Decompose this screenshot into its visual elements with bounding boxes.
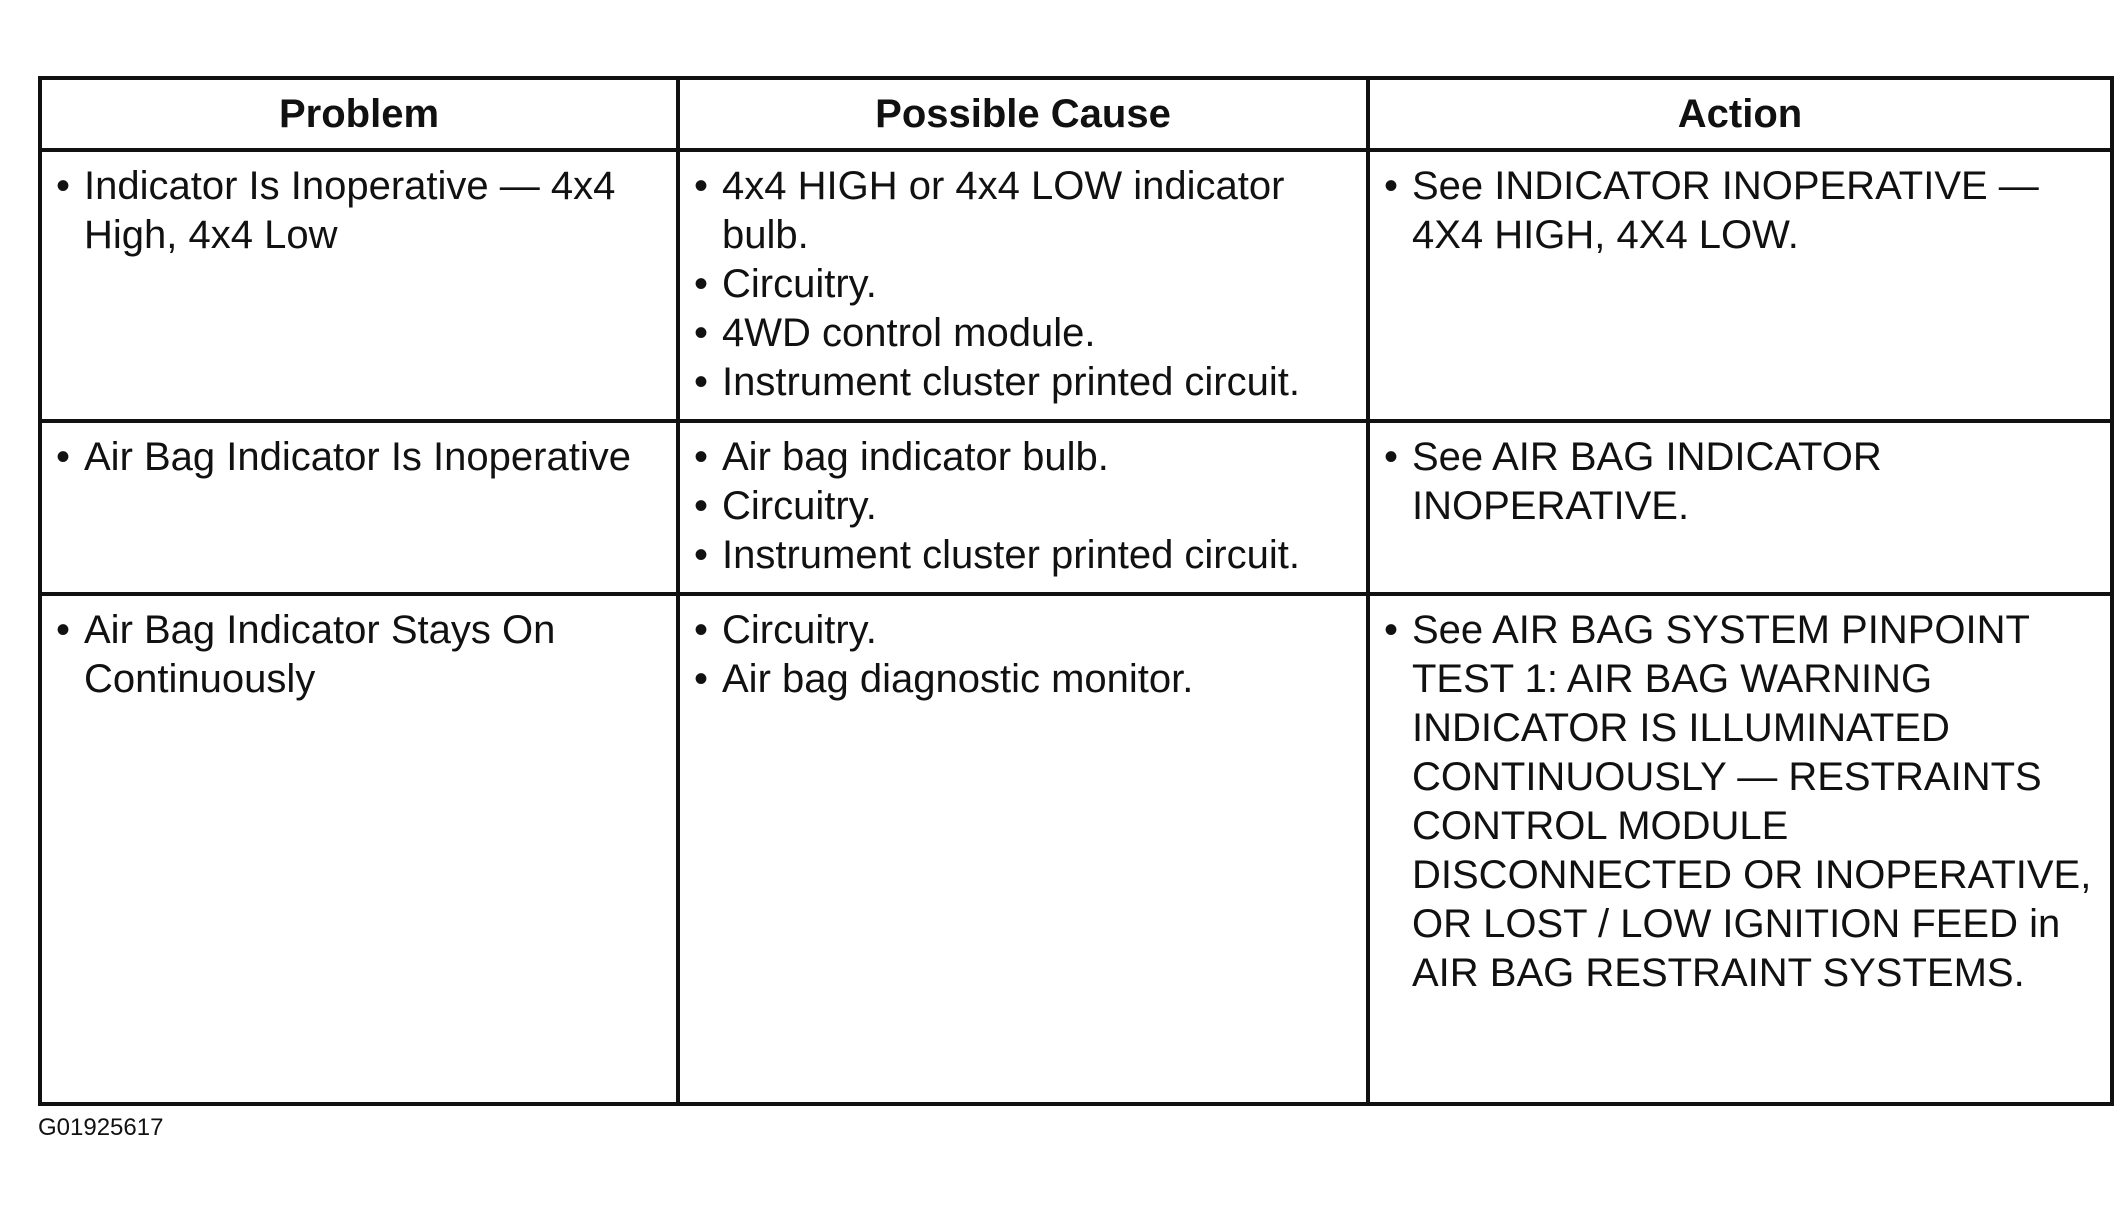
problem-item: • Air Bag Indicator Stays On Continuously [54,606,664,704]
cause-item: • Circuitry. [692,482,1354,531]
cause-item: • Air bag diagnostic monitor. [692,655,1354,704]
cause-item: • 4WD control module. [692,309,1354,358]
header-action: Action [1368,78,2112,150]
action-item: • See AIR BAG SYSTEM PINPOINT TEST 1: AIR BAG WARNING INDICATOR IS ILLUMINATED CONTINUOUSLY — RESTRAINTS CONTROL MODULE DISCONNECTED OR INOPERATIVE, OR LOST / LOW IGNITION FEED in AIR BAG RESTRAINT SYSTEMS. [1382,606,2098,998]
header-row [40,78,2112,150]
diagnosis-table [38,76,2114,1106]
cause-cell [678,594,1368,1104]
cause-item: • 4x4 HIGH or 4x4 LOW indicator bulb. [692,162,1354,260]
header-problem: Problem [40,78,678,150]
problem-item: • Air Bag Indicator Is Inoperative [54,433,664,482]
header-possible-cause: Possible Cause [678,78,1368,150]
cause-item: • Circuitry. [692,260,1354,309]
table-row [40,594,2112,1104]
cause-cell [678,421,1368,594]
table-row [40,150,2112,421]
problem-item: • Indicator Is Inoperative — 4x4 High, 4x4 Low [54,162,664,260]
action-cell [1368,150,2112,421]
cause-cell [678,150,1368,421]
problem-cell [40,421,678,594]
problem-cell [40,594,678,1104]
figure-id: G01925617 [38,1114,164,1141]
cause-item: • Instrument cluster printed circuit. [692,531,1354,580]
action-cell [1368,421,2112,594]
action-item: • See AIR BAG INDICATOR INOPERATIVE. [1382,433,2098,531]
problem-cell [40,150,678,421]
action-cell [1368,594,2112,1104]
cause-item: • Circuitry. [692,606,1354,655]
action-item: • See INDICATOR INOPERATIVE — 4X4 HIGH, 4X4 LOW. [1382,162,2098,260]
cause-item: • Air bag indicator bulb. [692,433,1354,482]
table-row [40,421,2112,594]
cause-item: • Instrument cluster printed circuit. [692,358,1354,407]
